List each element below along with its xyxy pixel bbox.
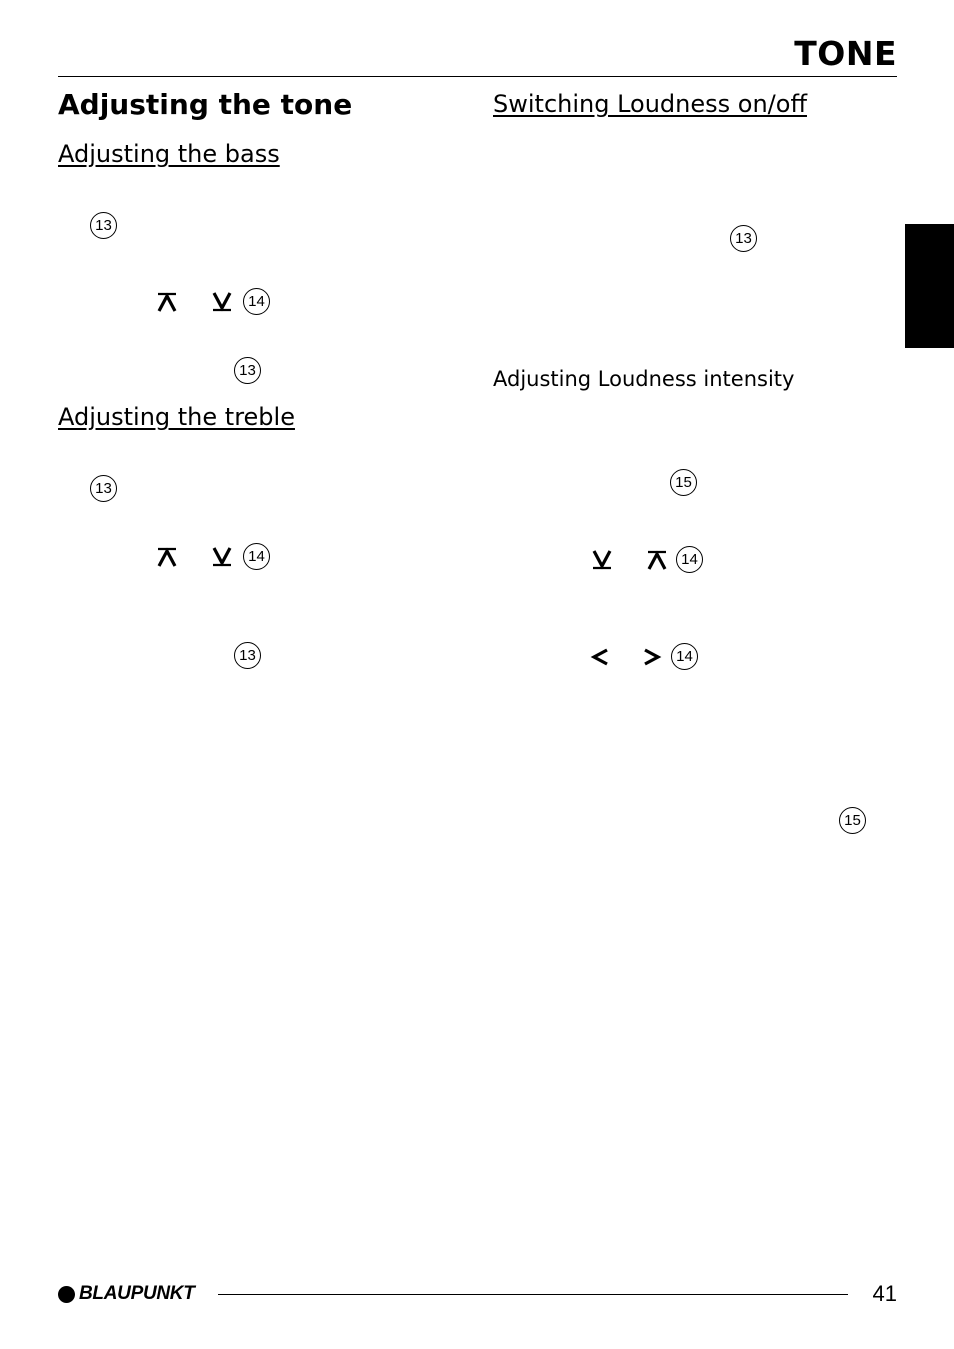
callout-bass-step2: 14 (243, 288, 270, 315)
callout-treble-step2: 14 (243, 543, 270, 570)
page-number: 41 (872, 1281, 897, 1306)
loudness-intensity-heading: Adjusting Loudness intensity (493, 367, 795, 391)
bass-heading: Adjusting the bass (58, 140, 280, 168)
left-arrow-key-icon (590, 647, 610, 667)
callout-intensity-step1: 15 (670, 469, 697, 496)
up-arrow-key-icon (157, 292, 177, 312)
chapter-tab-marker (905, 224, 954, 348)
up-arrow-key-icon (647, 550, 667, 570)
callout-treble-step1: 13 (90, 475, 117, 502)
down-arrow-key-icon (592, 550, 612, 570)
main-heading: Adjusting the tone (58, 88, 353, 121)
footer-rule (218, 1294, 848, 1295)
loudness-switch-heading: Switching Loudness on/off (493, 90, 807, 118)
callout-intensity-step2: 14 (676, 546, 703, 573)
callout-bass-step1: 13 (90, 212, 117, 239)
right-arrow-key-icon (642, 647, 662, 667)
down-arrow-key-icon (212, 292, 232, 312)
down-arrow-key-icon (212, 547, 232, 567)
treble-heading: Adjusting the treble (58, 403, 295, 431)
callout-treble-step3: 13 (234, 642, 261, 669)
callout-intensity-step3: 14 (671, 643, 698, 670)
brand-logo (58, 1284, 195, 1304)
callout-loudness-step1: 13 (730, 225, 757, 252)
brand-dot-icon (58, 1286, 75, 1303)
brand-name: BLAUPUNKT (79, 1283, 195, 1304)
section-title: TONE (794, 34, 897, 73)
up-arrow-key-icon (157, 547, 177, 567)
callout-bass-step3: 13 (234, 357, 261, 384)
callout-intensity-step4: 15 (839, 807, 866, 834)
header-rule (58, 76, 897, 77)
